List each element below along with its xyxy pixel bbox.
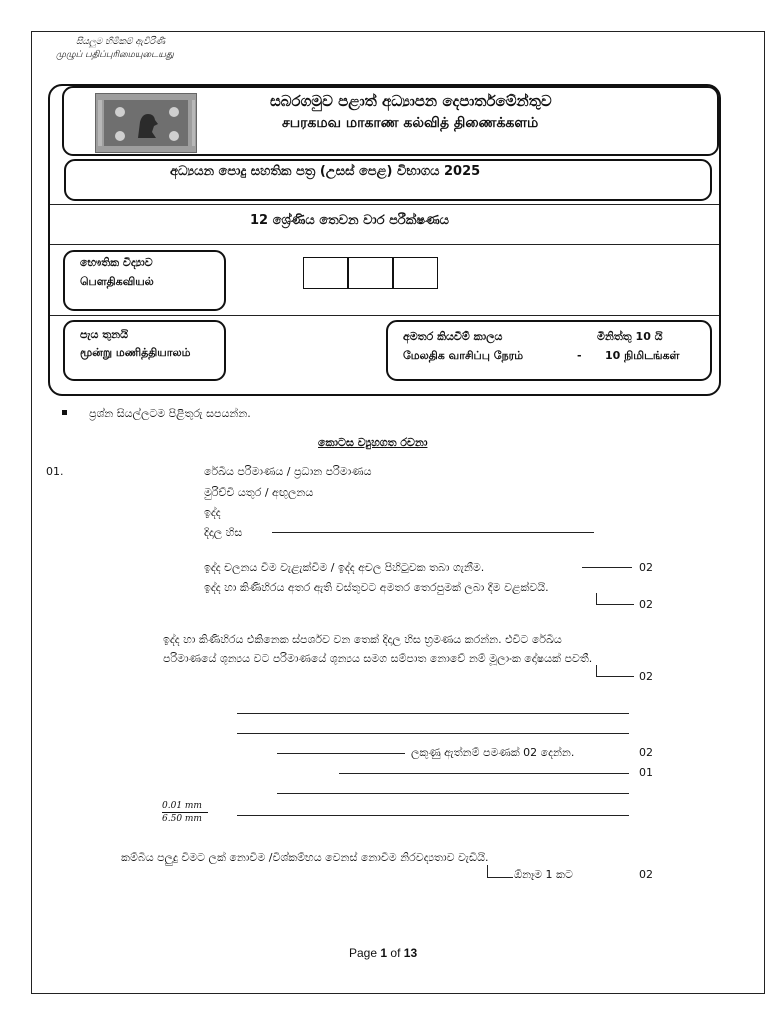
duration-tamil: மூன்று மணித்தியாலம் xyxy=(80,346,191,359)
answer-blank xyxy=(277,793,629,794)
flag-emblem xyxy=(95,93,197,153)
answer-line: දිදාල හිස xyxy=(204,526,243,539)
answer-text: ඉද්ද හා කිණිහිරය අතර ඇති වස්තුවට අමතර තෙරපුමක් ලබා දීම වළක්වයි. xyxy=(204,581,549,594)
mark-bracket xyxy=(596,665,634,677)
question-number: 01. xyxy=(46,465,64,478)
duration-sinhala: පැය තුනයි xyxy=(80,328,129,341)
mark-bracket xyxy=(487,865,513,878)
divider xyxy=(50,315,719,316)
copyright-sinhala: සියලුම හිමිකම් ඇවිරිණි xyxy=(76,37,166,47)
index-box xyxy=(393,257,438,289)
answer-blank xyxy=(237,815,629,816)
answer-line: ඉද්ද xyxy=(204,506,221,519)
marks: 02 xyxy=(639,670,653,683)
answer-blank xyxy=(582,567,632,568)
fraction-bar xyxy=(162,812,208,813)
index-box xyxy=(348,257,393,289)
reading-label-sinhala: අමතර කියවීම් කාලය xyxy=(403,330,503,343)
answer-text: කම්බිය පලුදු වීමට ලක් නොවීම /විශ්කම්භය වෙනස් නොවීම නිරවද්‍යතාව වැඩියි. xyxy=(121,851,489,864)
answer-text: ඉද්ද චලනය වීම වැළැක්වීම / ඉද්ද අචල පිහිටුවක තබා ගැනීම. xyxy=(204,561,485,574)
marks: 02 xyxy=(639,598,653,611)
grade-term: 12 ශ්‍රේණිය තෙවන වාර පරීක්ෂණය xyxy=(250,213,450,228)
answer-blank xyxy=(237,713,629,714)
bullet xyxy=(62,410,67,415)
divider xyxy=(50,244,719,245)
fraction-denominator: 6.50 mm xyxy=(162,814,202,824)
reading-value-sinhala: මිනිත්තු 10 යි xyxy=(597,330,663,343)
answer-blank xyxy=(277,753,405,754)
department-sinhala: සබරගමුව පළාත් අධ්‍යාපන දෙපාර්තමේන්තුව xyxy=(270,92,552,110)
fraction-numerator: 0.01 mm xyxy=(162,801,202,811)
marks: 01 xyxy=(639,766,653,779)
reading-dash: - xyxy=(577,349,582,362)
department-tamil: சபரகமவ மாகாண கல்வித் திணைக்களம் xyxy=(282,115,539,131)
subject-sinhala: භෞතික විද්‍යාව xyxy=(80,256,153,269)
mark-note: ඕනෑම 1 කට xyxy=(514,868,573,881)
answer-blank xyxy=(237,733,629,734)
reading-value-tamil: 10 நிமிடங்கள் xyxy=(605,349,680,362)
page-footer xyxy=(349,946,417,960)
paragraph-line: පරිමාණයේ ශුන්‍යය වට පරිමාණයේ ශුන්‍යය සමග සම්පාත නොවේ නම් මූලාංක දෝෂයක් පවතී. xyxy=(163,652,593,665)
fraction xyxy=(162,801,208,824)
of-word: of xyxy=(390,946,401,960)
answer-blank xyxy=(272,532,594,533)
mark-bracket xyxy=(596,593,634,605)
lion-emblem-icon xyxy=(108,102,186,146)
marks: 02 xyxy=(639,746,653,759)
page-number: 1 xyxy=(380,946,388,960)
marks: 02 xyxy=(639,561,653,574)
list-label: ලකුණු ඇත්නම් පමණක් 02 දෙන්න. xyxy=(411,746,575,759)
instruction: ප්‍රශ්න සියල්ලටම පිළිතුරු සපයන්න. xyxy=(89,407,251,420)
page-word: Page xyxy=(349,946,378,960)
marks: 02 xyxy=(639,868,653,881)
divider xyxy=(50,204,719,205)
page-total: 13 xyxy=(403,946,418,960)
reading-label-tamil: மேலதிக வாசிப்பு நேரம் xyxy=(403,349,524,362)
answer-line: මුරිච්චි යතුර / අඟුලනය xyxy=(204,486,314,499)
copyright-tamil: முழுப் பதிப்புரிமையுடையது xyxy=(56,50,174,60)
index-box xyxy=(303,257,348,289)
subject-tamil: பௌதிகவியல் xyxy=(80,275,154,288)
paragraph-line: ඉද්ද හා කිණිහිරය එකිනෙක ස්පර්ශව වන තෙක් දිදාල හිස භ්‍රමණය කරන්න. එවිට රේඛීය xyxy=(163,633,562,646)
answer-blank xyxy=(339,773,629,774)
exam-title: අධ්‍යයන පොදු සහතික පත්‍ර (උසස් පෙළ) විභාගය 2025 xyxy=(170,164,481,179)
section-heading: කොටස ව්‍යුහගත රචනා xyxy=(318,436,428,449)
answer-line: රේඛීය පරිමාණය / ප්‍රධාන පරිමාණය xyxy=(204,465,372,478)
